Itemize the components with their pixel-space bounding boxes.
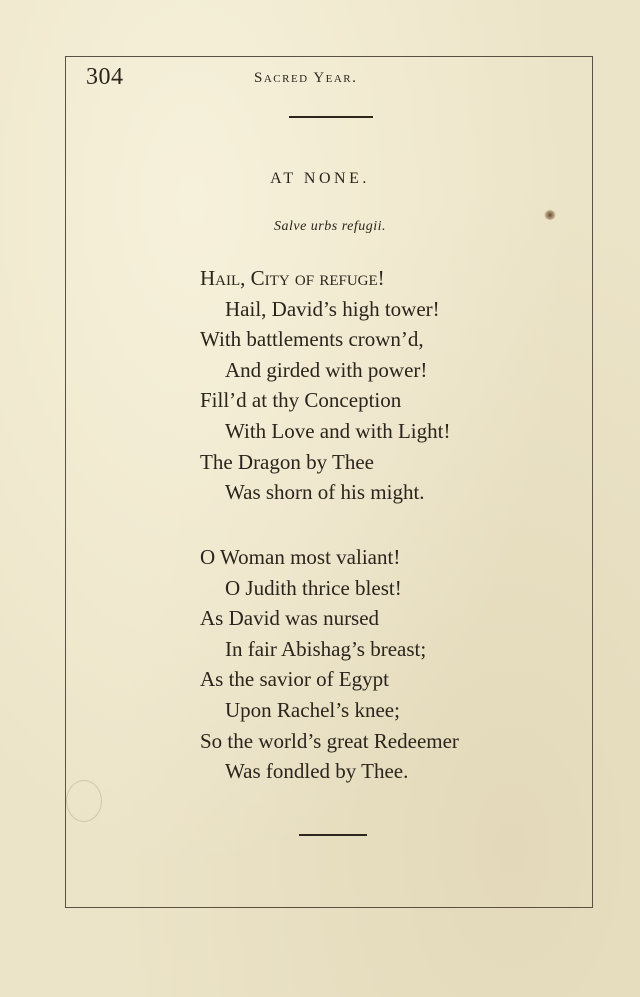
faint-stain [66,780,102,822]
verse-line: Was fondled by Thee. [225,759,409,784]
stanza-2 [200,542,580,787]
verse-line: With Love and with Light! [225,418,451,443]
stanza-1 [200,263,580,508]
verse-line: And girded with power! [225,357,428,382]
verse-line: O Judith thrice blest! [225,575,402,600]
epigraph: Salve urbs refugii. [273,219,387,234]
section-title: AT NONE. [270,170,370,187]
verse-line: Hail, David’s high tower! [225,296,440,321]
verse-line: So the world’s great Redeemer [200,728,459,753]
verse-line: With battlements crown’d, [200,327,424,352]
verse-line: Upon Rachel’s knee; [225,697,400,722]
page-header [86,64,586,94]
verse-line: As David was nursed [200,606,380,631]
ink-smudge [544,210,556,220]
running-head: Sacred Year. [254,70,358,86]
verse-line: Fill’d at thy Conception [200,388,402,413]
verse-line: As the savior of Egypt [200,667,389,692]
page-number: 304 [86,64,124,90]
top-divider-rule [289,116,373,118]
verse-line: O Woman most valiant! [200,545,401,569]
verse-line: Hail, City of refuge! [200,266,385,290]
bottom-divider-rule [299,834,367,836]
verse-line: In fair Abishag’s breast; [225,636,427,661]
verse-line: The Dragon by Thee [200,449,374,474]
verse-line: Was shorn of his might. [225,480,425,505]
